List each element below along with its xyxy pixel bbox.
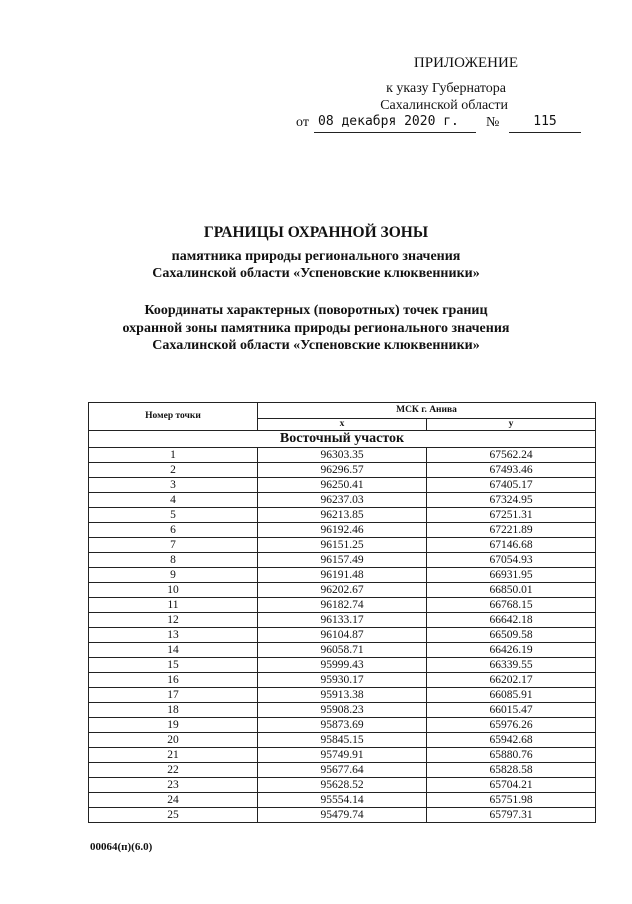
x-cell: 96250.41 — [258, 478, 427, 493]
from-label: от — [296, 115, 309, 130]
y-cell: 65880.76 — [427, 748, 596, 763]
table-row — [89, 448, 596, 463]
table-row — [89, 688, 596, 703]
header-point-number: Номер точки — [89, 403, 258, 431]
y-cell: 65751.98 — [427, 793, 596, 808]
point-number-cell: 17 — [89, 688, 258, 703]
y-cell: 65976.26 — [427, 718, 596, 733]
y-cell: 67146.68 — [427, 538, 596, 553]
point-number-cell: 3 — [89, 478, 258, 493]
x-cell: 95930.17 — [258, 673, 427, 688]
x-cell: 96133.17 — [258, 613, 427, 628]
x-cell: 96303.35 — [258, 448, 427, 463]
decree-number: 115 — [509, 114, 581, 133]
table-row — [89, 628, 596, 643]
y-cell: 66085.91 — [427, 688, 596, 703]
x-cell: 95845.15 — [258, 733, 427, 748]
y-cell: 67251.31 — [427, 508, 596, 523]
point-number-cell: 23 — [89, 778, 258, 793]
point-number-cell: 6 — [89, 523, 258, 538]
x-cell: 95999.43 — [258, 658, 427, 673]
header-y: y — [427, 419, 596, 431]
point-number-cell: 10 — [89, 583, 258, 598]
table-row — [89, 508, 596, 523]
y-cell: 66768.15 — [427, 598, 596, 613]
decree-line: к указу Губернатора — [386, 81, 506, 96]
y-cell: 65797.31 — [427, 808, 596, 823]
table-row — [89, 718, 596, 733]
table-row — [89, 463, 596, 478]
point-number-cell: 7 — [89, 538, 258, 553]
subtitle-line-2: Сахалинской области «Успеновские клюквенники» — [152, 266, 480, 281]
x-cell: 96151.25 — [258, 538, 427, 553]
y-cell: 66931.95 — [427, 568, 596, 583]
y-cell: 66015.47 — [427, 703, 596, 718]
y-cell: 66426.19 — [427, 643, 596, 658]
x-cell: 96192.46 — [258, 523, 427, 538]
x-cell: 96202.67 — [258, 583, 427, 598]
x-cell: 95908.23 — [258, 703, 427, 718]
point-number-cell: 21 — [89, 748, 258, 763]
point-number-cell: 22 — [89, 763, 258, 778]
x-cell: 95749.91 — [258, 748, 427, 763]
x-cell: 95628.52 — [258, 778, 427, 793]
point-number-cell: 12 — [89, 613, 258, 628]
point-number-cell: 5 — [89, 508, 258, 523]
point-number-cell: 15 — [89, 658, 258, 673]
x-cell: 96058.71 — [258, 643, 427, 658]
table-row — [89, 523, 596, 538]
point-number-cell: 9 — [89, 568, 258, 583]
y-cell: 66850.01 — [427, 583, 596, 598]
table-row — [89, 673, 596, 688]
coords-heading-line-2: охранной зоны памятника природы регионального значения — [122, 321, 510, 336]
x-cell: 96157.49 — [258, 553, 427, 568]
x-cell: 95873.69 — [258, 718, 427, 733]
point-number-cell: 16 — [89, 673, 258, 688]
table-row — [89, 583, 596, 598]
point-number-cell: 18 — [89, 703, 258, 718]
y-cell: 67324.95 — [427, 493, 596, 508]
point-number-cell: 14 — [89, 643, 258, 658]
table-row — [89, 778, 596, 793]
header-x: x — [258, 419, 427, 431]
x-cell: 96104.87 — [258, 628, 427, 643]
table-row — [89, 613, 596, 628]
table-row — [89, 598, 596, 613]
point-number-cell: 24 — [89, 793, 258, 808]
x-cell: 95554.14 — [258, 793, 427, 808]
region-line: Сахалинской области — [380, 98, 508, 113]
table-row — [89, 793, 596, 808]
table-row — [89, 538, 596, 553]
y-cell: 67221.89 — [427, 523, 596, 538]
decree-date: 08 декабря 2020 г. — [314, 114, 476, 133]
point-number-cell: 8 — [89, 553, 258, 568]
y-cell: 65942.68 — [427, 733, 596, 748]
x-cell: 96237.03 — [258, 493, 427, 508]
point-number-cell: 11 — [89, 598, 258, 613]
coords-heading-line-3: Сахалинской области «Успеновские клюквенники» — [152, 338, 480, 353]
table-row — [89, 568, 596, 583]
decree-date-number — [296, 114, 596, 134]
header-coordinate-system: МСК г. Анива — [258, 403, 596, 419]
table-row — [89, 643, 596, 658]
x-cell: 95479.74 — [258, 808, 427, 823]
table-row — [89, 703, 596, 718]
y-cell: 66642.18 — [427, 613, 596, 628]
y-cell: 66509.58 — [427, 628, 596, 643]
table-row — [89, 808, 596, 823]
coordinates-table — [88, 402, 596, 823]
y-cell: 67054.93 — [427, 553, 596, 568]
point-number-cell: 13 — [89, 628, 258, 643]
y-cell: 67562.24 — [427, 448, 596, 463]
subtitle-line-1: памятника природы регионального значения — [171, 249, 461, 264]
number-label: № — [486, 115, 500, 130]
y-cell: 67405.17 — [427, 478, 596, 493]
point-number-cell: 4 — [89, 493, 258, 508]
point-number-cell: 2 — [89, 463, 258, 478]
x-cell: 96213.85 — [258, 508, 427, 523]
table-row — [89, 478, 596, 493]
point-number-cell: 19 — [89, 718, 258, 733]
y-cell: 67493.46 — [427, 463, 596, 478]
table-row — [89, 553, 596, 568]
table-row — [89, 733, 596, 748]
point-number-cell: 1 — [89, 448, 258, 463]
section-title: Восточный участок — [89, 431, 596, 448]
y-cell: 65704.21 — [427, 778, 596, 793]
appendix-title: ПРИЛОЖЕНИЕ — [413, 55, 518, 71]
x-cell: 95677.64 — [258, 763, 427, 778]
y-cell: 66339.55 — [427, 658, 596, 673]
document-code: 00064(п)(6.0) — [90, 841, 153, 853]
coords-heading-line-1: Координаты характерных (поворотных) точек границ — [144, 303, 488, 318]
table-row — [89, 493, 596, 508]
table-row — [89, 658, 596, 673]
table-row — [89, 748, 596, 763]
x-cell: 95913.38 — [258, 688, 427, 703]
document-title: ГРАНИЦЫ ОХРАННОЙ ЗОНЫ — [203, 224, 429, 241]
y-cell: 65828.58 — [427, 763, 596, 778]
point-number-cell: 20 — [89, 733, 258, 748]
x-cell: 96182.74 — [258, 598, 427, 613]
table-row — [89, 763, 596, 778]
y-cell: 66202.17 — [427, 673, 596, 688]
x-cell: 96191.48 — [258, 568, 427, 583]
x-cell: 96296.57 — [258, 463, 427, 478]
point-number-cell: 25 — [89, 808, 258, 823]
